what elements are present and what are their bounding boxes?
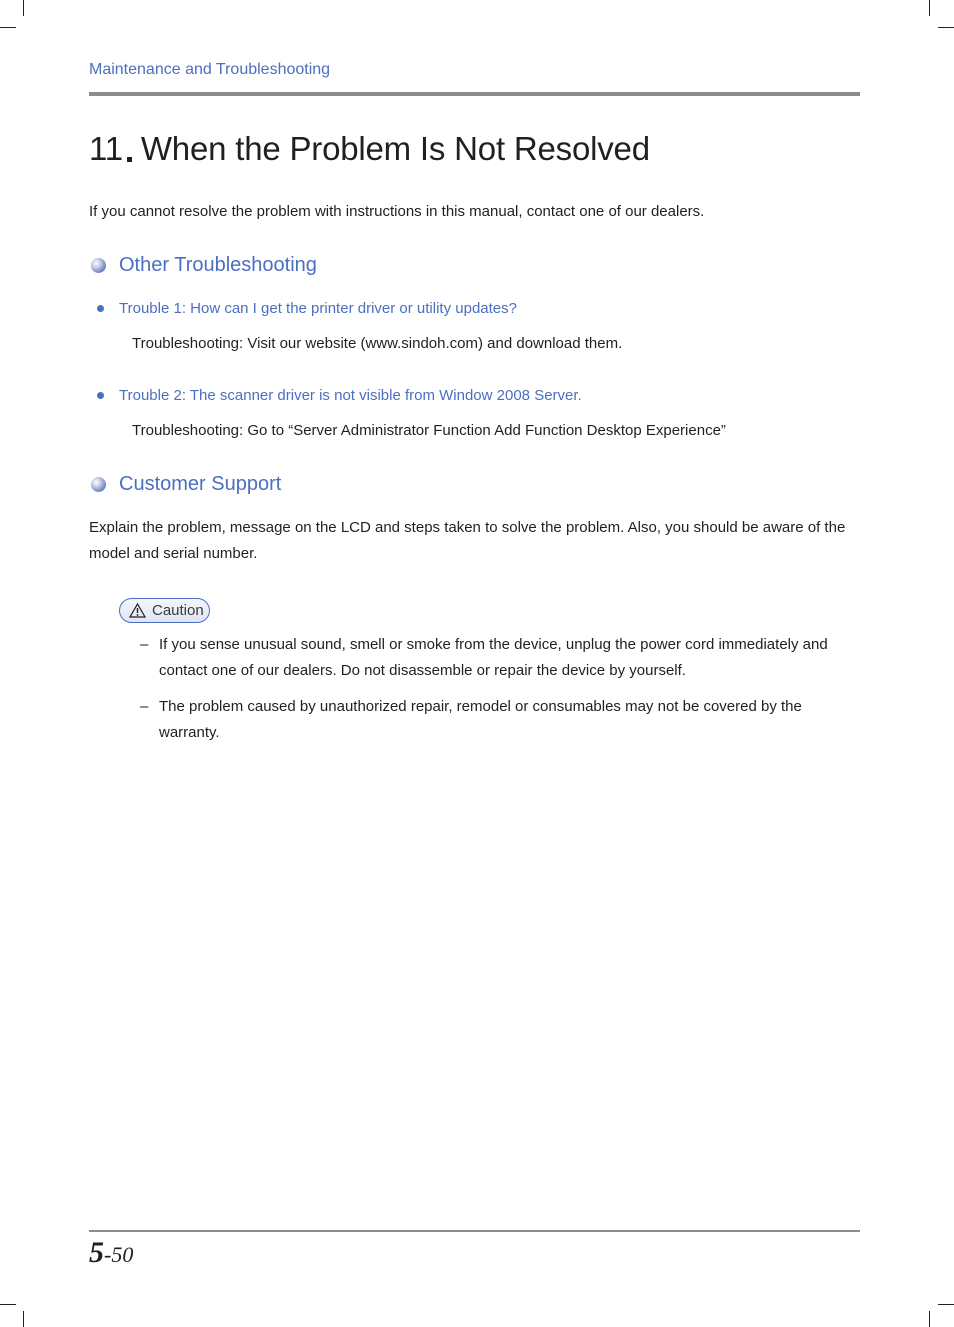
- chapter-title: [89, 130, 650, 168]
- bullet-icon: [97, 392, 104, 399]
- dash-icon: –: [140, 698, 149, 715]
- dash-icon: –: [140, 636, 149, 653]
- running-head: Maintenance and Troubleshooting: [89, 61, 331, 78]
- crop-mark: [0, 27, 16, 28]
- crop-mark: [0, 1304, 16, 1305]
- caution-label: Caution: [152, 602, 204, 619]
- sphere-bullet-icon: [91, 477, 106, 492]
- caution-badge: [119, 598, 210, 623]
- crop-mark: [938, 1304, 954, 1305]
- section-heading-text: Customer Support: [119, 473, 282, 495]
- section-heading-customer-support: [91, 473, 281, 496]
- crop-mark: [929, 1311, 930, 1327]
- page-number: [89, 1236, 133, 1270]
- caution-item: [140, 632, 840, 684]
- caution-item-text: If you sense unusual sound, smell or smoke from the device, unplug the power cord immediately and contact one of our dealers. Do not disassemble or repair the device by yourself.: [159, 636, 828, 679]
- page-chapter-number: 5: [89, 1236, 104, 1269]
- crop-mark: [23, 0, 24, 16]
- customer-support-text: Explain the problem, message on the LCD and steps taken to solve the problem. Also, you should be aware of the model and serial number.: [89, 519, 846, 562]
- sphere-bullet-icon: [91, 258, 106, 273]
- trouble-answer: Troubleshooting: Go to “Server Administrator Function Add Function Desktop Experience”: [132, 422, 726, 439]
- crop-mark: [929, 0, 930, 16]
- chapter-dot-icon: [127, 157, 132, 162]
- header-rule: [89, 92, 860, 96]
- caution-item: [140, 694, 840, 746]
- footer-rule: [89, 1230, 860, 1232]
- trouble-question: [97, 300, 517, 317]
- warning-icon: [129, 603, 146, 618]
- chapter-title-text: When the Problem Is Not Resolved: [140, 130, 650, 167]
- section-heading-text: Other Troubleshooting: [119, 254, 317, 276]
- trouble-question: [97, 387, 582, 404]
- chapter-number: 11: [89, 130, 123, 167]
- trouble-answer: Troubleshooting: Visit our website (www.sindoh.com) and download them.: [132, 335, 623, 352]
- trouble-question-text: Trouble 2: The scanner driver is not visible from Window 2008 Server.: [119, 387, 582, 404]
- bullet-icon: [97, 305, 104, 312]
- caution-item-text: The problem caused by unauthorized repair, remodel or consumables may not be covered by the warranty.: [159, 698, 802, 741]
- section-heading-other-troubleshooting: [91, 254, 317, 277]
- crop-mark: [938, 27, 954, 28]
- crop-mark: [23, 1311, 24, 1327]
- page-number-text: -50: [104, 1242, 134, 1267]
- intro-text: If you cannot resolve the problem with instructions in this manual, contact one of our dealers.: [89, 203, 705, 220]
- trouble-question-text: Trouble 1: How can I get the printer driver or utility updates?: [119, 300, 517, 317]
